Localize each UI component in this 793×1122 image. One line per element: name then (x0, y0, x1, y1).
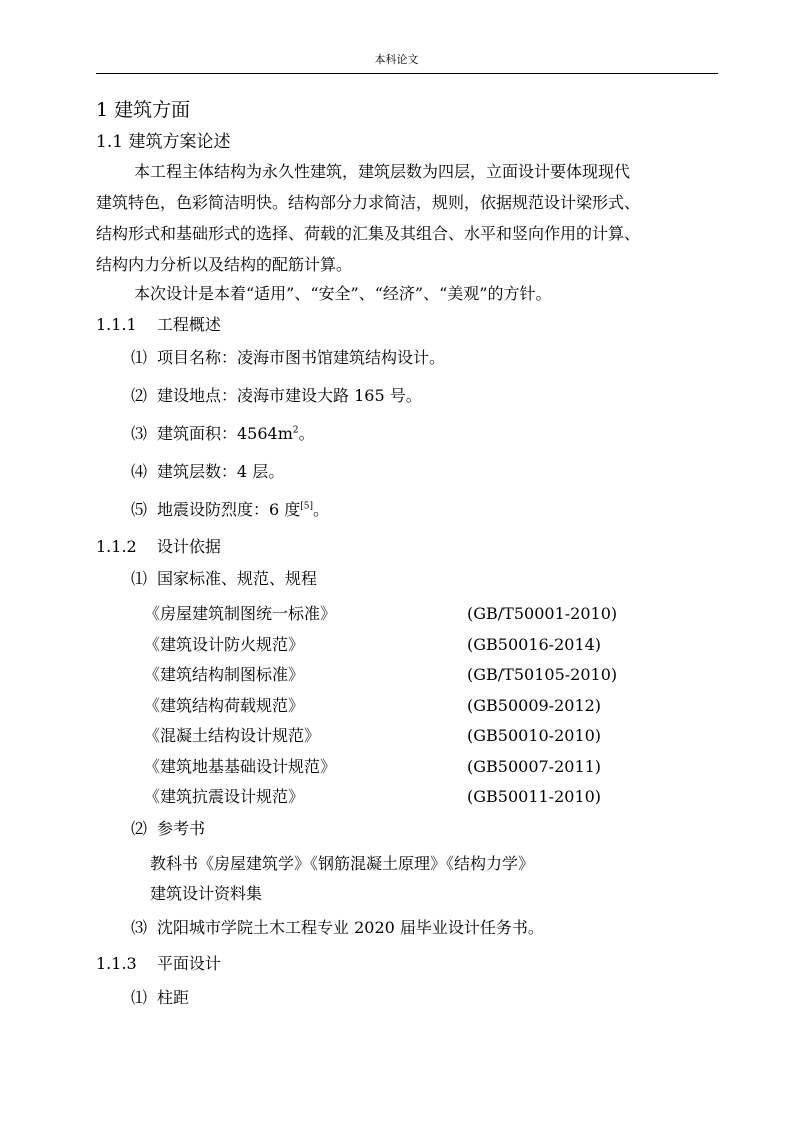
item-number: ⑸ (131, 500, 148, 519)
paragraph-design-principle: 本次设计是本着“适用”、“安全”、“经济”、“美观”的方针。 (134, 284, 552, 303)
standard-code: (GB50016-2014) (467, 635, 602, 654)
item-text: 项目名称：凌海市图书馆建筑结构设计。 (157, 348, 446, 367)
item-number: ⑴ (131, 348, 148, 367)
list-item (131, 499, 329, 521)
header-rule (96, 73, 718, 74)
section-heading-1-1: 1.1 建筑方案论述 (96, 132, 231, 152)
list-item (131, 818, 205, 840)
paragraph-line: 结构形式和基础形式的选择、荷载的汇集及其组合、水平和竖向作用的计算、 (96, 224, 641, 243)
list-item (131, 347, 445, 369)
subsection-heading-1-1-2 (96, 536, 221, 558)
item-text: 沈阳城市学院土木工程专业 2020 届毕业设计任务书。 (157, 918, 544, 937)
standard-title: 《建筑设计防火规范》 (144, 635, 305, 654)
item-number: ⑴ (131, 569, 148, 588)
standard-title: 《混凝土结构设计规范》 (144, 726, 321, 745)
item-number: ⑵ (131, 819, 148, 838)
list-item (131, 568, 317, 590)
standard-title: 《建筑地基基础设计规范》 (144, 757, 337, 776)
item-number: ⑶ (131, 918, 148, 937)
item-text: 地震设防烈度：6 度 (157, 500, 301, 519)
item-tail: 。 (313, 500, 330, 519)
list-item (131, 385, 422, 407)
subsection-heading-1-1-3 (96, 953, 221, 975)
item-text: 建筑层数：4 层。 (157, 462, 285, 481)
item-number: ⑷ (131, 462, 148, 481)
standard-code: (GB/T50001-2010) (467, 604, 618, 623)
paragraph-line: 建筑特色，色彩简洁明快。结构部分力求简洁，规则，依据规范设计梁形式、 (96, 193, 641, 212)
subsection-title: 工程概述 (156, 315, 221, 334)
standard-title: 《房屋建筑制图统一标准》 (144, 604, 337, 623)
item-text: 柱距 (157, 988, 190, 1007)
reference-line: 教科书《房屋建筑学》《钢筋混凝土原理》《结构力学》 (150, 854, 535, 873)
subsection-title: 设计依据 (156, 537, 221, 556)
paragraph-design-overview (96, 156, 718, 280)
item-text: 国家标准、规范、规程 (157, 569, 318, 588)
item-number: ⑴ (131, 988, 148, 1007)
standard-code: (GB50009-2012) (467, 696, 602, 715)
chapter-heading: 1 建筑方面 (96, 99, 191, 121)
running-header: 本科论文 (374, 53, 419, 66)
paragraph-line: 本工程主体结构为永久性建筑，建筑层数为四层，立面设计要体现现代 (134, 162, 631, 181)
citation-ref: [5] (300, 501, 314, 512)
list-item (131, 917, 544, 939)
subsection-number: 1.1.2 (96, 537, 137, 556)
standard-code: (GB50011-2010) (467, 787, 602, 806)
item-number: ⑵ (131, 386, 148, 405)
subsection-title: 平面设计 (156, 954, 221, 973)
subsection-number: 1.1.1 (96, 315, 137, 334)
reference-line: 建筑设计资料集 (150, 884, 263, 903)
superscript: 2 (292, 425, 299, 436)
paragraph-line: 结构内力分析以及结构的配筋计算。 (96, 255, 353, 274)
item-number: ⑶ (131, 424, 148, 443)
standard-title: 《建筑结构制图标准》 (144, 665, 305, 684)
list-item (131, 461, 284, 483)
standard-title: 《建筑结构荷载规范》 (144, 696, 305, 715)
standard-code: (GB50010-2010) (467, 726, 602, 745)
subsection-number: 1.1.3 (96, 954, 137, 973)
item-text: 建设地点：凌海市建设大路 165 号。 (157, 386, 422, 405)
standard-title: 《建筑抗震设计规范》 (144, 787, 305, 806)
standard-code: (GB/T50105-2010) (467, 665, 618, 684)
item-text: 参考书 (157, 819, 206, 838)
list-item (131, 987, 189, 1009)
subsection-heading-1-1-1 (96, 314, 221, 336)
item-tail: 。 (298, 424, 315, 443)
item-text: 建筑面积：4564m (157, 424, 293, 443)
standard-code: (GB50007-2011) (467, 757, 602, 776)
list-item (131, 423, 315, 445)
